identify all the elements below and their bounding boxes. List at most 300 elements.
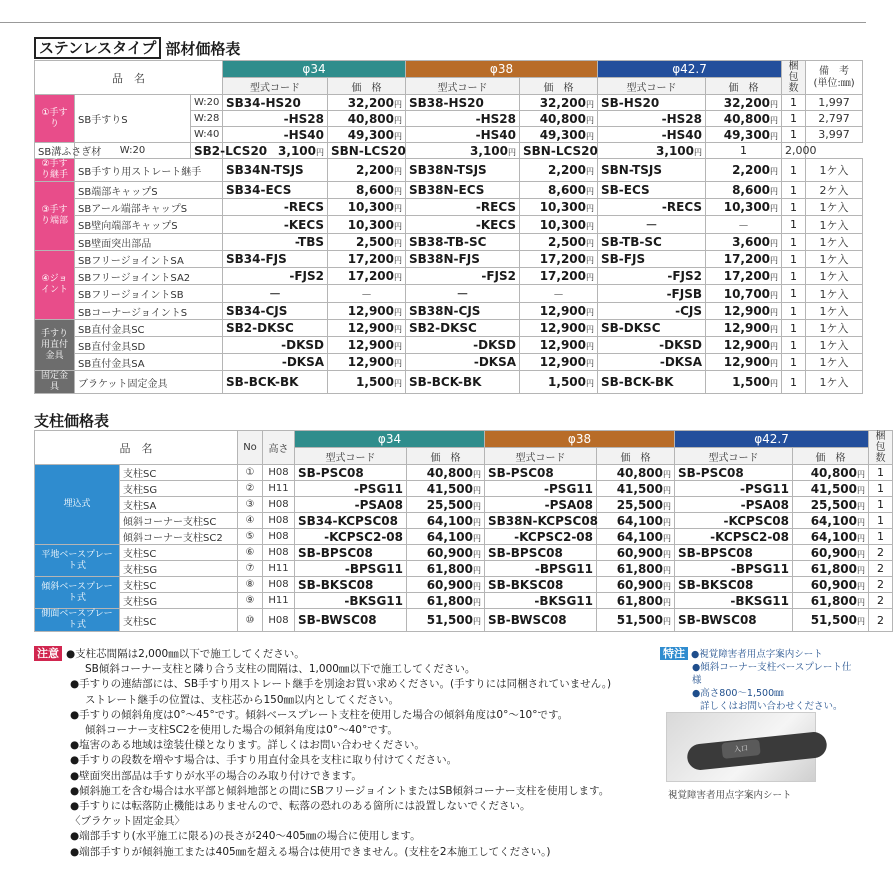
price	[520, 159, 598, 182]
yen-unit: 円	[770, 290, 779, 300]
model-code: -PSG11	[675, 481, 793, 497]
model-code: -HS28	[598, 111, 706, 127]
price	[328, 251, 406, 268]
model-code: -DKSD	[406, 337, 520, 354]
item-name: SB手すり用ストレート継手	[75, 159, 223, 182]
price-value: 17,200	[347, 252, 395, 266]
special-order	[660, 647, 860, 713]
price	[706, 371, 782, 394]
pack-count: 2	[869, 545, 893, 561]
price	[793, 545, 869, 561]
header-note-label: 備 考	[819, 65, 850, 77]
model-code: SB-HS20	[598, 95, 706, 111]
model-code: -HS28	[223, 111, 328, 127]
price-value: 12,900	[347, 304, 395, 318]
price-value: 3,100	[278, 143, 317, 158]
table-row	[35, 609, 893, 632]
special-line: 詳しくはお問い合わせください。	[700, 701, 843, 712]
model-code: SB-TB-SC	[598, 234, 706, 251]
header-phi34: φ34	[295, 431, 485, 448]
yen-unit: 円	[770, 187, 779, 196]
yen-unit: 円	[508, 147, 517, 157]
model-code: SB-BKSC08	[295, 577, 407, 593]
price-value: 10,300	[347, 217, 395, 232]
width-label: W:20	[191, 95, 223, 111]
item-name: SB直付金具SA	[75, 354, 223, 371]
pack-count: 1	[782, 320, 806, 337]
model-code: SB-BWSC08	[295, 609, 407, 632]
sub-code: 型式コード	[485, 448, 597, 465]
category-label: ③手すり端部	[35, 182, 75, 251]
pack-count: 2	[869, 609, 893, 632]
table-row	[35, 143, 863, 159]
note-text: ●端部手すり(水平施工に限る)の長さが240～405㎜の場合に使用します。	[70, 830, 421, 843]
price	[597, 497, 675, 513]
model-code: -KCPSC2-08	[675, 529, 793, 545]
section-title-parts	[34, 37, 240, 59]
model-code: -HS28	[406, 111, 520, 127]
photo-caption: 視覚障害者用点字案内シート	[668, 790, 792, 801]
pack-count: 1	[869, 529, 893, 545]
price	[520, 234, 598, 251]
note-text: SB傾斜コーナー支柱と隣り合う支柱の間隔は、1,000㎜以下で施工してください。	[85, 663, 476, 676]
price	[407, 561, 485, 577]
table-row	[35, 159, 863, 182]
price-value: 64,100	[616, 529, 663, 544]
price	[407, 529, 485, 545]
yen-unit: 円	[316, 147, 325, 157]
remark: 2,797	[806, 111, 863, 127]
price	[793, 529, 869, 545]
price-value: 10,300	[347, 200, 395, 214]
price-value: 12,900	[539, 338, 587, 352]
price-value: 12,900	[539, 321, 587, 335]
item-name: SBコーナージョイントS	[75, 303, 223, 320]
note-line	[34, 738, 654, 753]
height: H08	[263, 577, 295, 593]
yen-unit: 円	[663, 597, 671, 607]
price: －	[328, 285, 406, 303]
price	[520, 371, 598, 394]
table-row	[35, 216, 863, 234]
price	[597, 577, 675, 593]
yen-unit: 円	[770, 239, 779, 248]
item-name: SB溝ふさぎ材	[35, 143, 75, 159]
note-line	[34, 829, 654, 844]
note-line	[34, 753, 654, 768]
yen-unit: 円	[473, 565, 481, 575]
model-code: SB-BWSC08	[485, 609, 597, 632]
header-phi34: φ34	[223, 61, 406, 78]
remark: 1ケ入	[806, 320, 863, 337]
price	[706, 251, 782, 268]
top-rule	[0, 22, 866, 23]
yen-unit: 円	[394, 187, 403, 196]
price	[407, 609, 485, 632]
price-value: 41,500	[810, 481, 858, 496]
price	[520, 251, 598, 268]
yen-unit: 円	[857, 549, 866, 559]
price	[328, 216, 406, 234]
yen-unit: 円	[394, 342, 403, 351]
yen-unit: 円	[586, 256, 595, 265]
category-label: ①手すり	[35, 95, 75, 143]
price-value: 8,600	[548, 183, 587, 197]
remark: 1ケ入	[806, 216, 863, 234]
pack-count: 1	[782, 354, 806, 371]
special-line: ●高さ800～1,500㎜	[692, 688, 784, 699]
model-code: -PSG11	[485, 481, 597, 497]
model-code: -BKSG11	[485, 593, 597, 609]
category-label: 埋込式	[35, 465, 120, 545]
category-label: 固定金具	[35, 371, 75, 394]
model-code: SB-BKSC08	[485, 577, 597, 593]
braille-sheet-photo	[666, 712, 816, 782]
remark: 1ケ入	[806, 354, 863, 371]
price-value: 40,800	[347, 111, 395, 126]
price-value: 12,900	[723, 355, 771, 369]
price-value: 17,200	[539, 252, 587, 266]
price	[793, 481, 869, 497]
price	[328, 111, 406, 127]
title-rest: 部材価格表	[165, 39, 241, 58]
price	[407, 545, 485, 561]
price	[706, 182, 782, 199]
yen-unit: 円	[586, 187, 595, 196]
table-row	[35, 251, 863, 268]
height: H08	[263, 545, 295, 561]
price-value: 2,200	[356, 163, 395, 177]
price	[520, 199, 598, 216]
item-no: ⑨	[238, 593, 263, 609]
model-code: SB34-KCPSC08	[295, 513, 407, 529]
model-code: -DKSD	[598, 337, 706, 354]
price-value: 3,100	[470, 143, 509, 158]
price-value: 61,800	[810, 561, 858, 576]
yen-unit: 円	[770, 379, 779, 388]
note-line	[34, 662, 654, 677]
price-value: 8,600	[356, 183, 395, 197]
yen-unit: 円	[586, 342, 595, 351]
price	[407, 577, 485, 593]
model-code: SB34-FJS	[223, 251, 328, 268]
price	[328, 182, 406, 199]
yen-unit: 円	[857, 533, 866, 543]
price	[520, 216, 598, 234]
yen-unit: 円	[770, 115, 779, 125]
price-value: 2,500	[356, 235, 395, 249]
price-value: 64,100	[810, 529, 858, 544]
price-value: 10,300	[539, 200, 587, 214]
price	[520, 95, 598, 111]
price	[520, 127, 598, 143]
price	[520, 111, 598, 127]
sub-price: 価 格	[520, 78, 598, 95]
yen-unit: 円	[586, 379, 595, 388]
price-value: 3,600	[732, 235, 771, 249]
yen-unit: 円	[473, 501, 481, 511]
header-name: 品 名	[35, 61, 223, 95]
price-value: 41,500	[426, 481, 473, 496]
item-no: ⑧	[238, 577, 263, 593]
table-row	[35, 199, 863, 216]
yen-unit: 円	[663, 469, 671, 479]
price	[520, 337, 598, 354]
model-code: SB34-ECS	[223, 182, 328, 199]
price-value: 12,900	[723, 304, 771, 318]
item-name: 支柱SG	[120, 593, 238, 609]
note-line	[34, 784, 654, 799]
pack-count: 1	[782, 216, 806, 234]
item-no: ⑩	[238, 609, 263, 632]
model-code: SBN-LCS20	[520, 143, 598, 159]
yen-unit: 円	[770, 273, 779, 282]
price	[706, 268, 782, 285]
model-code: SB-BKSC08	[675, 577, 793, 593]
yen-unit: 円	[473, 617, 481, 626]
price	[598, 143, 706, 159]
pack-count: 1	[782, 234, 806, 251]
pack-count: 1	[706, 143, 782, 159]
yen-unit: 円	[857, 617, 866, 626]
note-text: ●塩害のある地域は塗装仕様となります。詳しくはお問い合わせください。	[70, 739, 425, 752]
model-code: －	[598, 216, 706, 234]
price-value: 60,900	[810, 545, 858, 560]
price-value: 49,300	[347, 127, 395, 142]
price-value: 8,600	[732, 183, 771, 197]
price	[520, 320, 598, 337]
header-no: No	[238, 431, 263, 465]
pack-count: 1	[869, 481, 893, 497]
price	[597, 545, 675, 561]
model-code: SB38N-CJS	[406, 303, 520, 320]
price-value: 12,900	[347, 355, 395, 369]
yen-unit: 円	[857, 565, 866, 575]
table-row	[35, 465, 893, 481]
header-phi427: φ42.7	[598, 61, 782, 78]
header-note-unit: (単位:㎜)	[813, 77, 855, 89]
pack-count: 1	[782, 337, 806, 354]
note-text: ●壁面突出部品は手すりが水平の場合のみ取り付けできます。	[70, 769, 362, 782]
price-value: 10,300	[539, 217, 587, 232]
yen-unit: 円	[770, 99, 779, 109]
yen-unit: 円	[586, 359, 595, 368]
price	[706, 337, 782, 354]
caution-notes	[34, 646, 654, 860]
price-value: 64,100	[426, 529, 473, 544]
table-row	[35, 529, 893, 545]
note-text: ●手すりには転落防止機能はありませんので、転落の恐れのある箇所には設置しないでください。	[70, 800, 531, 813]
price-value: 1,500	[548, 375, 587, 389]
price-value: 40,800	[539, 111, 587, 126]
title-boxed: ステンレスタイプ	[34, 37, 161, 59]
model-code: SB-PSC08	[295, 465, 407, 481]
price	[407, 593, 485, 609]
price-value: 64,100	[426, 513, 473, 528]
price	[597, 481, 675, 497]
model-code: -BPSG11	[675, 561, 793, 577]
pack-count: 1	[869, 513, 893, 529]
note-line	[34, 693, 654, 708]
price-value: 61,800	[426, 561, 473, 576]
sub-price: 価 格	[407, 448, 485, 465]
model-code: SB38N-TSJS	[406, 159, 520, 182]
item-name: SB直付金具SC	[75, 320, 223, 337]
table-row	[35, 545, 893, 561]
section-title-posts: 支柱価格表	[34, 412, 110, 430]
model-code: -KECS	[223, 216, 328, 234]
price-value: 12,900	[539, 355, 587, 369]
model-code: SB34-CJS	[223, 303, 328, 320]
sub-code: 型式コード	[598, 78, 706, 95]
price-value: 17,200	[539, 269, 587, 283]
note-text: ●端部手すりが傾斜施工または405㎜を超える場合は使用できません。(支柱を2本施工してください。)	[70, 845, 551, 858]
price-value: 32,200	[723, 95, 771, 110]
yen-unit: 円	[857, 581, 866, 591]
pack-count: 1	[782, 268, 806, 285]
yen-unit: 円	[473, 517, 481, 527]
yen-unit: 円	[770, 131, 779, 141]
yen-unit: 円	[586, 221, 595, 231]
price-value: 1,500	[732, 375, 771, 389]
model-code: SB-BCK-BK	[598, 371, 706, 394]
price-value: 10,700	[723, 286, 771, 301]
price	[328, 354, 406, 371]
price-value: 3,100	[656, 143, 695, 158]
yen-unit: 円	[770, 359, 779, 368]
header-phi38: φ38	[485, 431, 675, 448]
price-value: 12,900	[539, 304, 587, 318]
remark: 2,000	[782, 143, 806, 159]
model-code: -RECS	[406, 199, 520, 216]
price	[407, 497, 485, 513]
sub-code: 型式コード	[223, 78, 328, 95]
yen-unit: 円	[394, 131, 403, 141]
category-label: ②手すり継手	[35, 159, 75, 182]
price-value: 17,200	[723, 252, 771, 266]
model-code: -FJS2	[223, 268, 328, 285]
pack-count: 1	[869, 497, 893, 513]
model-code: -DKSA	[598, 354, 706, 371]
item-name: 支柱SA	[120, 497, 238, 513]
header-name: 品 名	[35, 431, 238, 465]
parts-price-table	[34, 60, 863, 394]
height: H08	[263, 497, 295, 513]
item-name: 支柱SC	[120, 609, 238, 632]
model-code: -DKSA	[406, 354, 520, 371]
price	[520, 182, 598, 199]
remark: 1ケ入	[806, 251, 863, 268]
item-name: SBアール端部キャップS	[75, 199, 223, 216]
pack-count: 2	[869, 561, 893, 577]
yen-unit: 円	[473, 469, 481, 479]
yen-unit: 円	[586, 308, 595, 317]
posts-price-table	[34, 430, 893, 632]
sub-price: 価 格	[793, 448, 869, 465]
price-value: 61,800	[810, 593, 858, 608]
note-line	[34, 723, 654, 738]
price	[520, 303, 598, 320]
remark: 1ケ入	[806, 337, 863, 354]
price-value: 49,300	[723, 127, 771, 142]
note-line	[34, 814, 654, 829]
item-name: 傾斜コーナー支柱SC	[120, 513, 238, 529]
yen-unit: 円	[394, 221, 403, 231]
model-code: -HS40	[598, 127, 706, 143]
yen-unit: 円	[857, 597, 866, 607]
note-text: ●手すりの傾斜角度は0°～45°です。傾斜ベースプレート支柱を使用した場合の傾斜角度は0°～10°です。	[70, 708, 569, 721]
remark: 1ケ入	[806, 371, 863, 394]
item-no: ③	[238, 497, 263, 513]
model-code: SB-BPSC08	[485, 545, 597, 561]
price-value: 40,800	[616, 465, 663, 480]
pack-count: 1	[782, 111, 806, 127]
braille-plate: 入口	[721, 739, 760, 759]
yen-unit: 円	[394, 325, 403, 334]
note-text: ●手すりの段数を増やす場合は、手すり用直付金具を支柱に取り付けてください。	[70, 754, 458, 767]
price-value: 41,500	[616, 481, 663, 496]
yen-unit: 円	[394, 167, 403, 176]
header-note	[806, 61, 863, 95]
yen-unit: 円	[770, 325, 779, 334]
price	[328, 234, 406, 251]
price	[597, 465, 675, 481]
yen-unit: 円	[770, 308, 779, 317]
table-row	[35, 513, 893, 529]
category-label: 平地ベースプレート式	[35, 545, 120, 577]
yen-unit: 円	[586, 204, 595, 213]
price	[328, 199, 406, 216]
model-code: -KECS	[406, 216, 520, 234]
remark: 1ケ入	[806, 268, 863, 285]
table-row	[35, 481, 893, 497]
table-row	[35, 95, 863, 111]
price	[597, 513, 675, 529]
header-pack: 梱包数	[869, 431, 893, 465]
yen-unit: 円	[857, 469, 866, 479]
note-line	[34, 769, 654, 784]
price-value: 2,200	[548, 163, 587, 177]
pack-count: 1	[782, 303, 806, 320]
model-code: -PSG11	[295, 481, 407, 497]
item-name: SB直付金具SD	[75, 337, 223, 354]
table-row	[35, 182, 863, 199]
price-value: 64,100	[810, 513, 858, 528]
model-code: SB-PSC08	[675, 465, 793, 481]
model-code: -FJS2	[406, 268, 520, 285]
yen-unit: 円	[663, 617, 671, 626]
price-value: 25,500	[426, 497, 473, 512]
yen-unit: 円	[473, 549, 481, 559]
pack-count: 1	[869, 465, 893, 481]
table-row	[35, 561, 893, 577]
yen-unit: 円	[770, 167, 779, 176]
model-code: -HS40	[223, 127, 328, 143]
model-code: -TBS	[223, 234, 328, 251]
price: －	[520, 285, 598, 303]
price	[793, 497, 869, 513]
note-text: 〈ブラケット固定金具〉	[70, 815, 185, 828]
pack-count: 2	[869, 577, 893, 593]
price	[328, 337, 406, 354]
price-value: 2,200	[732, 163, 771, 177]
model-code: SB-FJS	[598, 251, 706, 268]
price	[706, 127, 782, 143]
model-code: -DKSD	[223, 337, 328, 354]
pack-count: 1	[782, 159, 806, 182]
price	[793, 465, 869, 481]
price	[328, 371, 406, 394]
